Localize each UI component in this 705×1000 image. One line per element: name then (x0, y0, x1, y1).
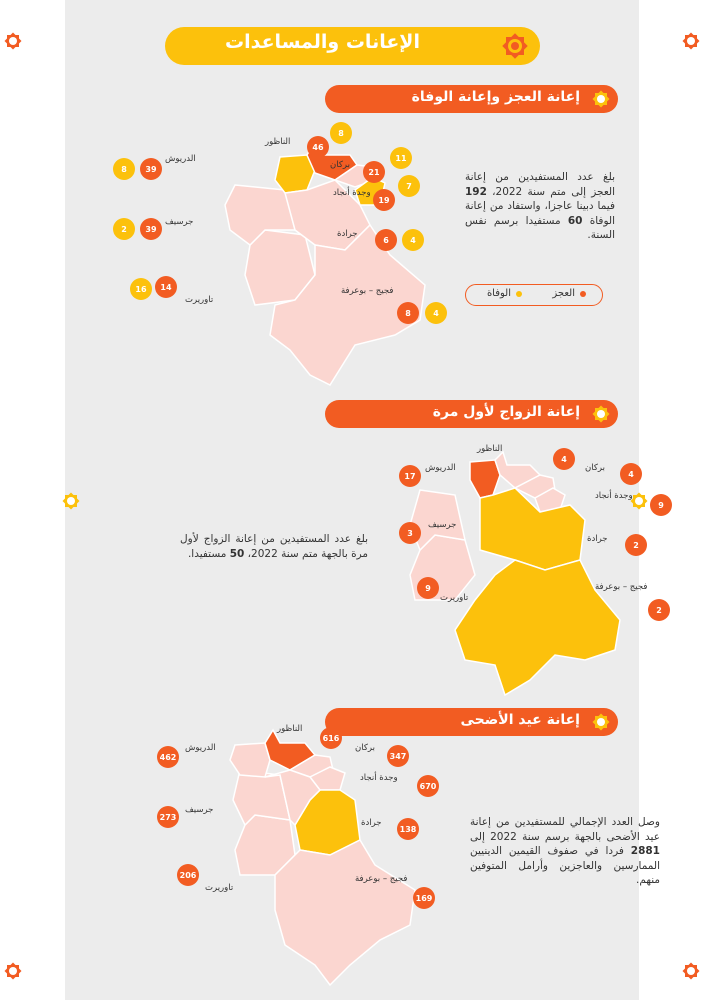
marriage-count: 50 (229, 547, 245, 560)
value-guercif: 273 (157, 806, 179, 828)
label-nador: الناظور (265, 137, 291, 147)
value-berkane: 347 (387, 745, 409, 767)
value-driouch: 17 (399, 465, 421, 487)
value-nador: 4 (553, 448, 575, 470)
label-figuig: فجيج – بوعرفة (355, 874, 408, 884)
eid-count: 2881 (630, 845, 660, 857)
value-driouch: 462 (157, 746, 179, 768)
star-ornament-icon (500, 31, 530, 61)
label-driouch: الدريوش (165, 154, 196, 164)
label-jerada: جرادة (587, 534, 608, 544)
label-berkane: بركان (355, 743, 375, 753)
value-oujda-death: 7 (398, 175, 420, 197)
label-oujda: وجدة أنجاد (333, 188, 371, 198)
value-jerada: 2 (625, 534, 647, 556)
section-marriage-text: بلغ عدد المستفيدين من إعانة الزواج لأول مرة بالجهة متم سنة 2022، 50 مستفيدا. (180, 533, 368, 560)
value-guercif: 3 (399, 522, 421, 544)
value-taourirt-disability: 14 (155, 276, 177, 298)
value-driouch-death: 8 (113, 158, 135, 180)
label-driouch: الدريوش (185, 743, 216, 753)
label-figuig: فجيج – بوعرفة (341, 286, 394, 296)
section-marriage-banner (325, 400, 618, 428)
legend-disability: العجز (552, 288, 586, 299)
value-nador-disability: 46 (307, 136, 329, 158)
label-oujda: وجدة أنجاد (360, 773, 398, 783)
value-figuig: 2 (648, 599, 670, 621)
value-guercif-death: 2 (113, 218, 135, 240)
label-berkane: بركان (585, 463, 605, 473)
map-legend (465, 284, 603, 306)
section-disability-text: بلغ عدد المستفيدين من إعانة العجز إلى متم سنة 2022، 192 فيما دبينا عاجزا، واستفاد من إعانة الوفاة 60 مستفيدا برسم نفس السنة. (465, 171, 615, 241)
label-jerada: جرادة (337, 229, 358, 239)
value-taourirt-death: 16 (130, 278, 152, 300)
section-marriage-heading: إعانة الزواج لأول مرة (432, 404, 580, 420)
orange-dot-icon (580, 291, 586, 297)
region-figuig (455, 560, 620, 695)
value-figuig-death: 4 (425, 302, 447, 324)
star-ornament-icon (680, 30, 702, 52)
star-ornament-icon (590, 88, 612, 110)
star-ornament-icon (2, 960, 24, 982)
label-guercif: جرسيف (428, 520, 457, 530)
value-taourirt: 9 (417, 577, 439, 599)
region-jerada (480, 488, 585, 570)
star-ornament-icon (590, 711, 612, 733)
map-disability (195, 135, 425, 415)
label-nador: الناظور (477, 444, 503, 454)
value-oujda-disability: 19 (373, 189, 395, 211)
value-berkane-death: 11 (390, 147, 412, 169)
label-taourirt: تاوريرت (440, 593, 469, 603)
label-taourirt: تاوريرت (185, 295, 214, 305)
label-guercif: جرسيف (165, 217, 194, 227)
value-oujda: 9 (650, 494, 672, 516)
value-driouch-disability: 39 (140, 158, 162, 180)
section-eid-heading: إعانة عيد الأضحى (460, 712, 580, 728)
death-count: 60 (567, 214, 583, 227)
label-guercif: جرسيف (185, 805, 214, 815)
label-driouch: الدريوش (425, 463, 456, 473)
legend-death: الوفاة (487, 288, 522, 299)
region-driouch (230, 743, 270, 777)
value-oujda: 670 (417, 775, 439, 797)
section-disability-heading: إعانة العجز وإعانة الوفاة (411, 89, 580, 105)
value-figuig-disability: 8 (397, 302, 419, 324)
label-oujda: وجدة أنجاد (595, 491, 633, 501)
region-figuig (275, 840, 415, 985)
value-jerada-death: 4 (402, 229, 424, 251)
value-nador: 616 (320, 727, 342, 749)
label-nador: الناظور (277, 724, 303, 734)
star-ornament-icon (2, 30, 24, 52)
yellow-dot-icon (516, 291, 522, 297)
section-eid-text: وصل العدد الإجمالي للمستفيدين من إعانة عيد الأضحى بالجهة برسم سنة 2022 إلى 2881 فردا في صفوف القيمين الدينيين الممارسين والعاجزين وأرامل المتوفين منهم. (470, 816, 660, 886)
page-title: الإعانات والمساعدات (225, 31, 420, 53)
label-figuig: فجيج – بوعرفة (595, 582, 648, 592)
label-berkane: بركان (330, 160, 350, 170)
title-banner (165, 27, 540, 65)
value-berkane: 4 (620, 463, 642, 485)
star-ornament-icon (628, 490, 650, 512)
star-ornament-icon (590, 403, 612, 425)
value-figuig: 169 (413, 887, 435, 909)
value-nador-death: 8 (330, 122, 352, 144)
region-driouch (470, 460, 500, 498)
value-jerada-disability: 6 (375, 229, 397, 251)
label-taourirt: تاوريرت (205, 883, 234, 893)
label-jerada: جرادة (361, 818, 382, 828)
disability-count: 192 (465, 185, 487, 198)
star-ornament-icon (60, 490, 82, 512)
value-taourirt: 206 (177, 864, 199, 886)
value-jerada: 138 (397, 818, 419, 840)
value-guercif-disability: 39 (140, 218, 162, 240)
value-berkane-disability: 21 (363, 161, 385, 183)
star-ornament-icon (680, 960, 702, 982)
section-disability-banner (325, 85, 618, 113)
infographic-page (65, 0, 664, 1000)
